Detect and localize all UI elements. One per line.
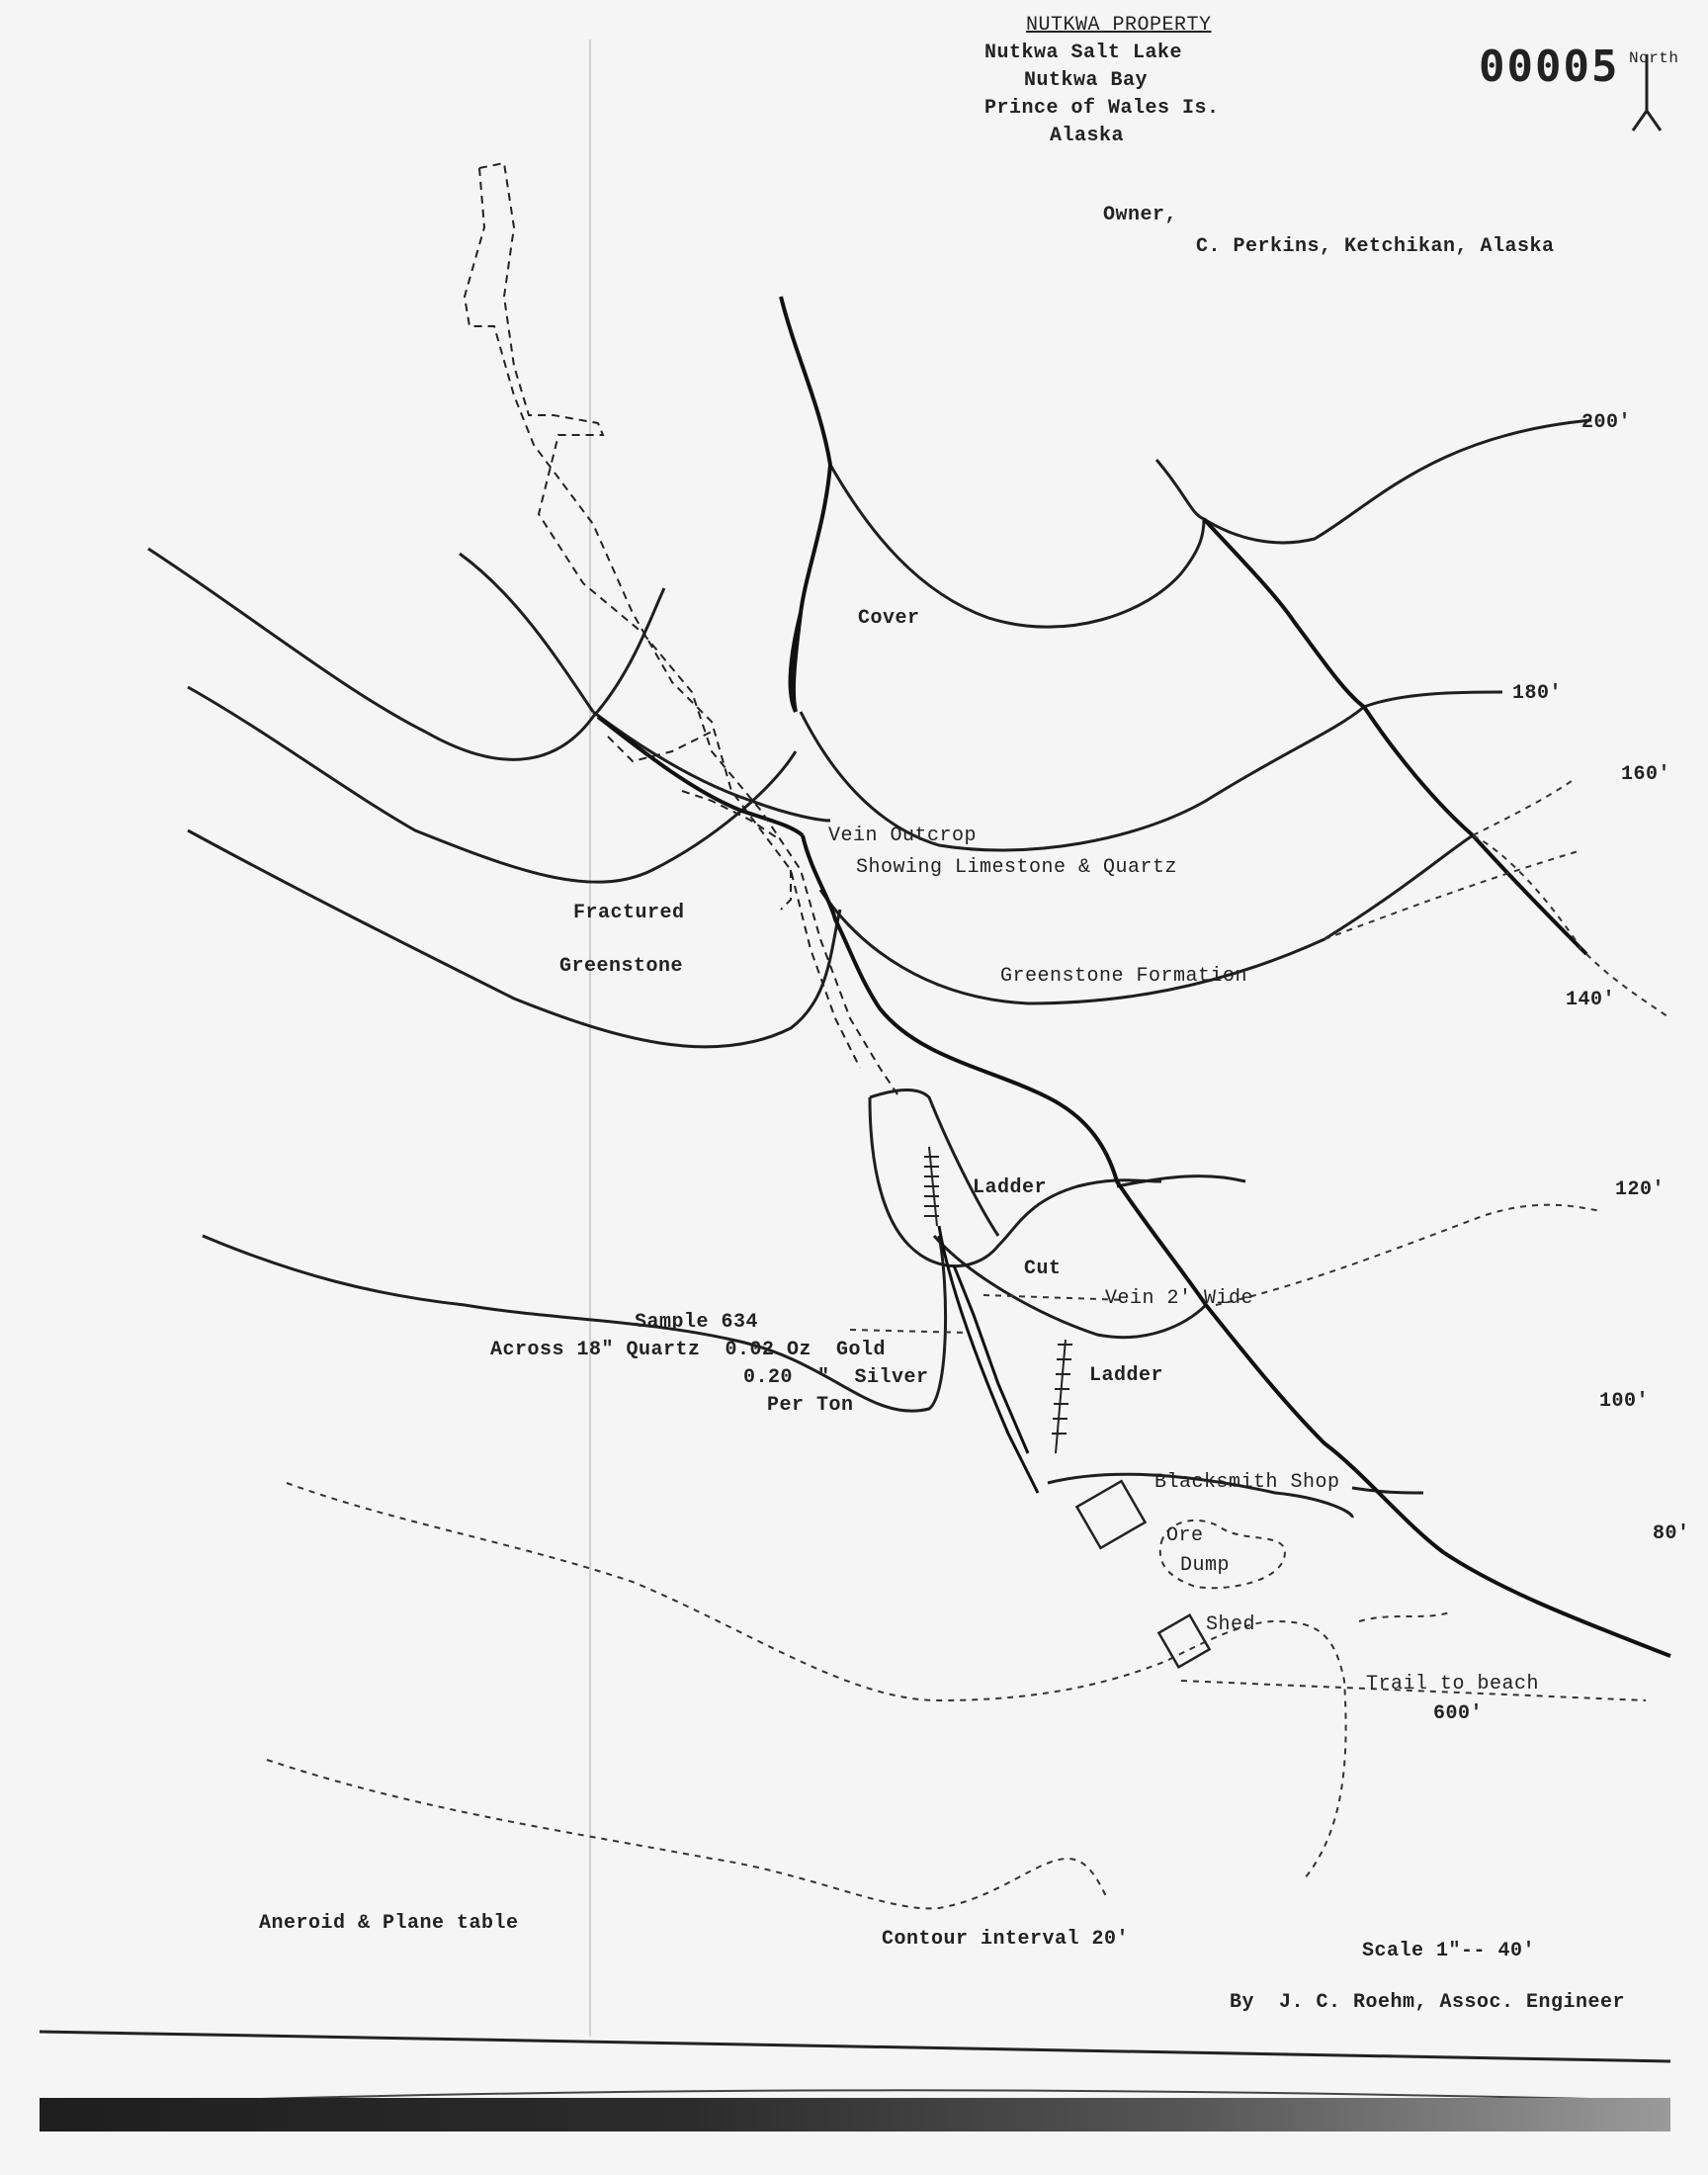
contour-label-100: 100' — [1599, 1390, 1650, 1413]
contour-200 — [1156, 420, 1591, 543]
label-greenstone-formation: Greenstone Formation — [1000, 965, 1248, 988]
stream-main — [781, 297, 830, 712]
contour-600 — [1359, 1611, 1453, 1621]
horizontal-rule — [40, 2032, 1670, 2061]
owner-label: Owner, — [1103, 204, 1178, 226]
contour-160-a — [593, 712, 830, 821]
contour-120-right — [1324, 850, 1581, 939]
contour-label-600: 600' — [1433, 1702, 1484, 1725]
label-vein-wide: Vein 2' Wide — [1105, 1287, 1254, 1310]
label-ore: Ore — [1166, 1524, 1204, 1547]
label-ladder-2: Ladder — [1089, 1364, 1164, 1387]
contour-180-c — [460, 554, 593, 712]
header-line-2: Nutkwa Bay — [1024, 69, 1149, 92]
sample-title: Sample 634 — [635, 1311, 759, 1334]
label-fractured: Fractured — [573, 902, 685, 924]
label-trail-to-beach: Trail to beach — [1366, 1673, 1540, 1696]
owner-name: C. Perkins, Ketchikan, Alaska — [1196, 235, 1555, 258]
contour-180-a — [148, 549, 664, 759]
scan-edge-strip — [40, 2098, 1670, 2132]
blacksmith-shop-icon — [1076, 1481, 1145, 1548]
stream-right — [1204, 519, 1586, 954]
property-name: NUTKWA PROPERTY — [1026, 14, 1212, 37]
contour-80-lower — [267, 1760, 1107, 1908]
contour-100-c — [1352, 1488, 1423, 1493]
label-dump: Dump — [1180, 1554, 1231, 1577]
sample-line-3: Per Ton — [767, 1394, 854, 1417]
contour-180-b — [830, 465, 1204, 627]
header-line-4: Alaska — [1050, 125, 1125, 147]
label-showing: Showing Limestone & Quartz — [856, 856, 1178, 879]
contour-label-180: 180' — [1512, 682, 1563, 705]
label-vein-outcrop: Vein Outcrop — [828, 825, 978, 847]
label-greenstone: Greenstone — [559, 955, 684, 978]
sample-line — [850, 1330, 969, 1333]
document-number: 00005 — [1479, 42, 1620, 92]
contour-label-160: 160' — [1621, 763, 1671, 786]
dashed-contours — [267, 781, 1670, 1908]
sample-line-2: 0.20 " Silver — [743, 1366, 929, 1389]
vein-cut — [939, 1226, 1038, 1493]
survey-method: Aneroid & Plane table — [259, 1912, 519, 1935]
shed-icon — [1158, 1615, 1209, 1668]
header-line-3: Prince of Wales Is. — [984, 97, 1220, 120]
contour-label-80: 80' — [1653, 1522, 1690, 1545]
header-line-1: Nutkwa Salt Lake — [984, 42, 1183, 64]
stream-branch-left — [598, 717, 803, 835]
label-ladder-1: Ladder — [973, 1176, 1048, 1199]
contour-100-right — [1216, 1205, 1601, 1305]
label-cover: Cover — [858, 607, 920, 630]
map-scale: Scale 1"-- 40' — [1362, 1940, 1536, 1962]
label-shed: Shed — [1206, 1613, 1256, 1636]
contour-label-140: 140' — [1566, 989, 1616, 1011]
contour-120-a — [188, 830, 840, 1047]
contour-label-120: 120' — [1615, 1178, 1665, 1201]
north-label: North — [1629, 49, 1679, 67]
stream-lower — [803, 835, 1670, 1656]
label-blacksmith-shop: Blacksmith Shop — [1154, 1471, 1340, 1494]
contour-interval: Contour interval 20' — [882, 1928, 1130, 1951]
sample-line-1: Across 18" Quartz 0.02 Oz Gold — [490, 1339, 887, 1361]
contour-140-a — [188, 687, 796, 882]
contour-label-200: 200' — [1581, 411, 1632, 434]
contour-160-right — [1473, 781, 1572, 835]
label-cut: Cut — [1024, 1258, 1062, 1280]
map-author: By J. C. Roehm, Assoc. Engineer — [1230, 1991, 1626, 2014]
